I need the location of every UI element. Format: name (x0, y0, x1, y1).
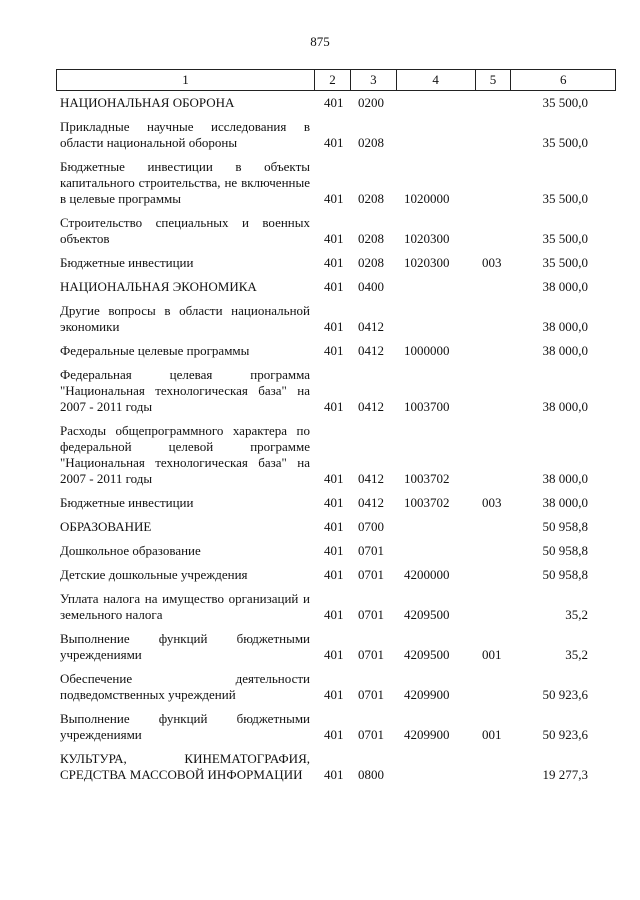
row-amount: 38 000,0 (542, 343, 588, 358)
header-col-2: 2 (315, 70, 351, 90)
table-row (60, 367, 616, 415)
table-row (60, 119, 616, 151)
header-col-3: 3 (351, 70, 397, 90)
row-name: Федеральные целевые программы (60, 343, 250, 358)
row-ministry-code: 401 (324, 343, 344, 358)
row-section-code: 0412 (358, 399, 384, 414)
row-section-code: 0208 (358, 231, 384, 246)
row-amount: 35,2 (565, 607, 588, 622)
row-target-code: 4200000 (404, 567, 450, 582)
row-section-code: 0701 (358, 567, 384, 582)
row-amount: 50 923,6 (542, 687, 588, 702)
row-name: Прикладные научные исследования в области национальной обороны (60, 119, 310, 150)
row-name: НАЦИОНАЛЬНАЯ ОБОРОНА (60, 95, 235, 110)
row-amount: 35 500,0 (542, 135, 588, 150)
row-name: Бюджетные инвестиции в объекты капитального строительства, не включенные в целевые программы (60, 159, 310, 206)
row-section-code: 0701 (358, 647, 384, 662)
table-row (60, 159, 616, 207)
row-target-code: 1020300 (404, 231, 450, 246)
table-row (60, 543, 616, 559)
table-row (60, 423, 616, 487)
row-ministry-code: 401 (324, 471, 344, 486)
row-target-code: 1020300 (404, 255, 450, 270)
row-name: Бюджетные инвестиции (60, 495, 194, 510)
row-amount: 35 500,0 (542, 191, 588, 206)
row-target-code: 4209900 (404, 727, 450, 742)
row-ministry-code: 401 (324, 191, 344, 206)
table-row (60, 495, 616, 511)
row-ministry-code: 401 (324, 567, 344, 582)
budget-table (60, 95, 616, 791)
table-row (60, 279, 616, 295)
row-section-code: 0200 (358, 95, 384, 110)
row-amount: 35 500,0 (542, 231, 588, 246)
table-row (60, 215, 616, 247)
row-ministry-code: 401 (324, 687, 344, 702)
row-amount: 38 000,0 (542, 495, 588, 510)
row-name: Выполнение функций бюджетными учреждениями (60, 711, 310, 742)
row-ministry-code: 401 (324, 279, 344, 294)
row-section-code: 0701 (358, 607, 384, 622)
row-target-code: 1000000 (404, 343, 450, 358)
row-name: Строительство специальных и военных объектов (60, 215, 310, 246)
row-amount: 38 000,0 (542, 471, 588, 486)
row-amount: 35 500,0 (542, 95, 588, 110)
table-row (60, 255, 616, 271)
row-target-code: 1003700 (404, 399, 450, 414)
table-row (60, 591, 616, 623)
row-name: Уплата налога на имущество организаций и земельного налога (60, 591, 310, 622)
row-expense-type: 003 (482, 255, 502, 270)
row-name: Дошкольное образование (60, 543, 201, 558)
row-section-code: 0701 (358, 543, 384, 558)
row-name: Федеральная целевая программа "Национальная технологическая база" на 2007 - 2011 годы (60, 367, 310, 414)
row-amount: 50 958,8 (542, 519, 588, 534)
row-amount: 50 958,8 (542, 543, 588, 558)
row-ministry-code: 401 (324, 399, 344, 414)
row-target-code: 4209500 (404, 607, 450, 622)
row-target-code: 4209900 (404, 687, 450, 702)
row-amount: 38 000,0 (542, 399, 588, 414)
header-col-6: 6 (559, 72, 567, 87)
row-expense-type: 001 (482, 727, 502, 742)
row-section-code: 0412 (358, 471, 384, 486)
page-number: 875 (310, 34, 330, 49)
table-row (60, 303, 616, 335)
row-amount: 35 500,0 (542, 255, 588, 270)
row-target-code: 1003702 (404, 471, 450, 486)
row-name: Детские дошкольные учреждения (60, 567, 248, 582)
row-section-code: 0412 (358, 319, 384, 334)
row-ministry-code: 401 (324, 255, 344, 270)
row-ministry-code: 401 (324, 767, 344, 782)
table-row (60, 95, 616, 111)
row-amount: 38 000,0 (542, 319, 588, 334)
row-target-code: 4209500 (404, 647, 450, 662)
row-name: КУЛЬТУРА, КИНЕМАТОГРАФИЯ, СРЕДСТВА МАССОВОЙ ИНФОРМАЦИИ (60, 751, 310, 782)
row-amount: 35,2 (565, 647, 588, 662)
row-section-code: 0412 (358, 495, 384, 510)
row-section-code: 0208 (358, 135, 384, 150)
row-target-code: 1020000 (404, 191, 450, 206)
row-name: ОБРАЗОВАНИЕ (60, 519, 152, 534)
row-amount: 50 923,6 (542, 727, 588, 742)
row-name: Расходы общепрограммного характера по федеральной целевой программе "Национальная технологическая база" на 2007 - 2011 годы (60, 423, 310, 486)
row-amount: 19 277,3 (542, 767, 588, 782)
row-ministry-code: 401 (324, 495, 344, 510)
table-row (60, 519, 616, 535)
row-section-code: 0700 (358, 519, 384, 534)
row-amount: 38 000,0 (542, 279, 588, 294)
row-ministry-code: 401 (324, 543, 344, 558)
row-section-code: 0701 (358, 727, 384, 742)
table-row (60, 631, 616, 663)
row-section-code: 0701 (358, 687, 384, 702)
row-section-code: 0400 (358, 279, 384, 294)
table-header (56, 69, 616, 91)
row-target-code: 1003702 (404, 495, 450, 510)
row-ministry-code: 401 (324, 607, 344, 622)
table-row (60, 711, 616, 743)
row-ministry-code: 401 (324, 727, 344, 742)
header-col-5: 5 (476, 70, 512, 90)
header-col-4: 4 (397, 70, 476, 90)
row-expense-type: 003 (482, 495, 502, 510)
row-ministry-code: 401 (324, 647, 344, 662)
row-ministry-code: 401 (324, 135, 344, 150)
row-amount: 50 958,8 (542, 567, 588, 582)
table-row (60, 567, 616, 583)
row-name: НАЦИОНАЛЬНАЯ ЭКОНОМИКА (60, 279, 257, 294)
row-name: Бюджетные инвестиции (60, 255, 194, 270)
row-ministry-code: 401 (324, 319, 344, 334)
table-row (60, 751, 616, 783)
row-section-code: 0208 (358, 255, 384, 270)
row-name: Обеспечение деятельности подведомственных учреждений (60, 671, 310, 702)
table-row (60, 343, 616, 359)
row-name: Выполнение функций бюджетными учреждениями (60, 631, 310, 662)
row-section-code: 0800 (358, 767, 384, 782)
row-section-code: 0412 (358, 343, 384, 358)
header-col-1: 1 (57, 70, 315, 90)
row-ministry-code: 401 (324, 519, 344, 534)
row-section-code: 0208 (358, 191, 384, 206)
row-name: Другие вопросы в области национальной экономики (60, 303, 310, 334)
row-expense-type: 001 (482, 647, 502, 662)
table-row (60, 671, 616, 703)
row-ministry-code: 401 (324, 95, 344, 110)
row-ministry-code: 401 (324, 231, 344, 246)
